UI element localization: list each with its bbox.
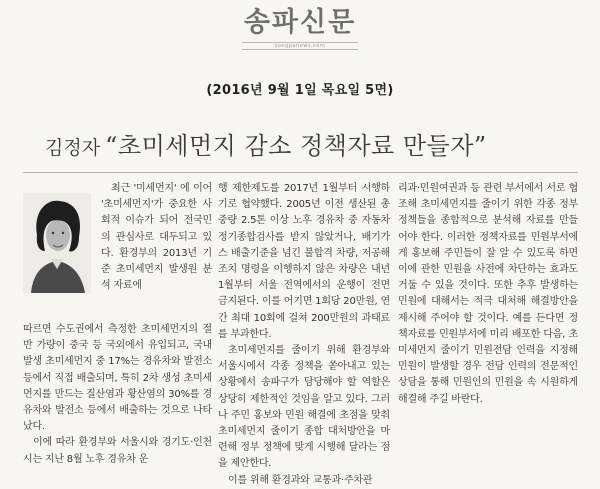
- article-paragraph: 이에 따라 환경부와 서울시와 경기도·인천시는 지난 8월 노후 경유차 운: [23, 437, 212, 465]
- article-paragraph: 최근 '미세먼지' 에 이어 '초미세먼지'가 중요한 사회적 이슈가 되어 전국민의 관심사로 대두되고 있다. 환경부의 2013년 기준 초미세먼지 발생원 분석 자료에: [101, 183, 212, 292]
- article-paragraph: 따르면 수도권에서 측정한 초미세먼지의 절반 가량이 중국 등 국외에서 유입되고, 국내 발생 초미세먼지 중 17%는 경유차와 발전소 등에서 직접 배출되며, 특히 2차 생성 초미세먼지를 만드는 질산염과 황산염의 30%를 경유차와 발전소 등에서 배출하는 것으로 나타났다.: [23, 324, 212, 433]
- article-column-3: [398, 181, 578, 408]
- publication-dateline: (2016년 9월 1일 목요일 5면): [206, 83, 394, 98]
- article-paragraph: 리과·민원여권과 등 관련 부서에서 서로 협조해 초미세먼지를 줄이기 위한 각종 정부 정책들을 종합적으로 분석해 자료를 만들어야 한다. 이러한 정책자료를 민원부서에게 홍보해 주민들이 잘 알 수 있도록 하면 이에 관한 민원을 사전에 차단하는 효과도 거둘 수 있을 것이다. 또한 추후 발생하는 민원에 대해서는 적극 대처해 해결방안을 제시해 주어야 할 것이다. 예를 든다면 정책자료를 민원부서에 미리 배포한 다음, 초미세먼지 줄이기 민원전담 인력을 지정해 민원이 발생할 경우 전담 인력의 전문적인 상담을 통해 민원인의 민원을 속 시원하게 해결해 주길 바란다.: [398, 183, 578, 405]
- article-column-1-top: [101, 181, 212, 294]
- headline-divider: [23, 172, 578, 173]
- article-paragraph: 행 제한제도를 2017년 1월부터 시행하기로 협약했다. 2005년 이전 생산된 총중량 2.5톤 이상 노후 경유차 중 자동차 정기종합검사를 받지 않았거나, 배기가스 배출기준을 넘긴 불합격 차량, 저공해 조치 명령을 이행하지 않은 차량은 내년 1월부터 서울 전역에서의 운행이 전면 금지된다. 이를 어기면 1회당 20만원, 연간 최대 10회에 걸쳐 200만원의 과태료를 부과한다.: [218, 183, 390, 340]
- article-paragraph: 이를 위해 환경과와 교통과·주차관: [228, 474, 373, 486]
- author-portrait-image: [23, 193, 91, 293]
- author-photo: [23, 193, 91, 293]
- article-headline: [45, 126, 585, 161]
- article-column-1-bottom: [23, 322, 212, 468]
- author-byline: 김정자: [45, 137, 101, 159]
- article-column-2: [218, 181, 390, 489]
- masthead-tagline: songpanews.com: [242, 42, 358, 50]
- masthead: [0, 8, 600, 50]
- headline-title: “초미세먼지 감소 정책자료 만들자”: [105, 132, 487, 160]
- article-paragraph: 초미세먼지를 줄이기 위해 환경부와 서울시에서 각종 정책을 쏟아내고 있는 상황에서 송파구가 담당해야 할 역할은 상당히 제한적인 것임을 알고 있다. 그러나 주민 홍보와 민원 해결에 초점을 맞춰 초미세먼지 줄이기 종합 대처방안을 마련해 정부 정책에 맞게 시행해 달라는 점을 제안한다.: [218, 345, 390, 470]
- newspaper-logo: 송파신문: [243, 7, 357, 38]
